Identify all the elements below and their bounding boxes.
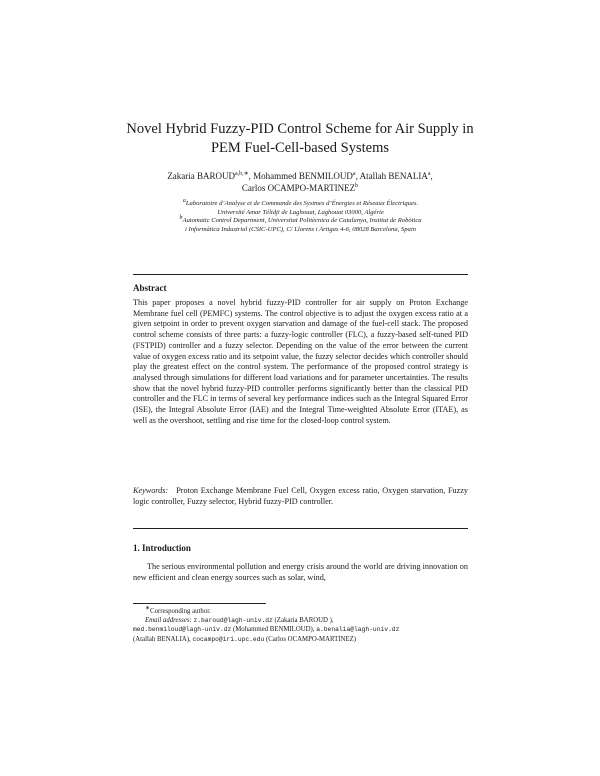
footnote-corresponding: ∗Corresponding author. [145,605,211,615]
footnote-emails-line3: (Atallah BENALIA), cocampo@iri.upc.edu (Carlos OCAMPO-MARTINEZ) [133,635,356,643]
affiliations [128,197,473,234]
abstract-text: This paper proposes a novel hybrid fuzzy-PID controller for air supply on Proton Exchange Membrane fuel cell (PEMFC) systems. The control objective is to adjust the oxygen excess ratio at a given setpoint in order to prevent oxygen starvation and damage of the fuel-cell stack. The proposed control scheme consists of three parts: a fuzzy-logic controller (FLC), a fuzzy-based self-tuned PID (FSTPID) controller and a fuzzy selector. Depending on the value of the error between the current value of oxygen excess ratio and its setpoint value, the fuzzy selector decides which controller should play the greatest effect on the control system. The performance of the proposed control strategy is analysed through simulations for different load variations and for parameter uncertainties. The results show that the novel hybrid fuzzy-PID controller performs significantly better than the classical PID controller and the FLC in terms of several key performance indices such as the Integral Squared Error (ISE), the Integral Absolute Error (IAE) and the Integral Time-weighted Absolute Error (ITAE), as well as the overshoot, settling and rise time for the closed-loop control system. [133,298,468,425]
author-list [110,170,490,194]
email-link[interactable]: z.baroud@lagh-univ.dz [193,617,273,625]
keywords [133,486,468,508]
abstract-heading: Abstract [133,283,167,293]
affiliation-a: $^a$Laboratoire d’Analyse et de Commande des Systmes d’Énergies et Réseaux Électriques. Université Amar Télidji de Laghouat, Laghouat 03000, Algérie [182,197,419,216]
footnote-emails-line1: Email addresses: z.baroud@lagh-univ.dz (Zakaria BAROUD ), [145,617,334,625]
keywords-label: Keywords: [133,486,169,495]
author: Atallah BENALIA$^a$, [359,171,433,181]
email-link[interactable]: med.benmiloud@lagh-univ.dz [133,626,232,634]
author: Carlos OCAMPO-MARTINEZ$^b$ [241,183,359,193]
email-link[interactable]: cocampo@iri.upc.edu [192,635,265,643]
email-link[interactable]: a.benalia@lagh-univ.dz [316,626,400,634]
author: Zakaria $BAROUD^{a,b,∗}$, [167,171,254,181]
footnotes [133,607,473,644]
section-heading-introduction: 1. Introduction [133,543,191,553]
paper-title: Novel Hybrid Fuzzy-PID Control Scheme for Air Supply in PEM Fuel-Cell-based Systems [126,121,474,156]
affiliation-b: $^b$Automatic Control Department, Universitat Politècnica de Catalunya, Institut de Robòtica i Informàtica Industrial (CSIC-UPC), C/ Llorens i Artigas 4-6, 08028 Barcelona, Spain [179,215,422,233]
footnote-emails-line2: med.benmiloud@lagh-univ.dz (Mohammed BENMILOUD), a.benalia@lagh-univ.dz [133,626,400,634]
footnote-rule [133,603,266,604]
abstract-bottom-rule [133,528,468,529]
author: Mohammed BENMILOUD$^a$, [253,171,360,181]
introduction-text: The serious environmental pollution and energy crisis around the world are driving innovation on new efficient and clean energy sources such as solar, wind, [133,562,468,582]
keywords-text: Proton Exchange Membrane Fuel Cell, Oxygen excess ratio, Oxygen starvation, Fuzzy logic controller, Fuzzy selector, Hybrid fuzzy-PID controller. [133,486,468,506]
abstract-top-rule [133,274,468,275]
